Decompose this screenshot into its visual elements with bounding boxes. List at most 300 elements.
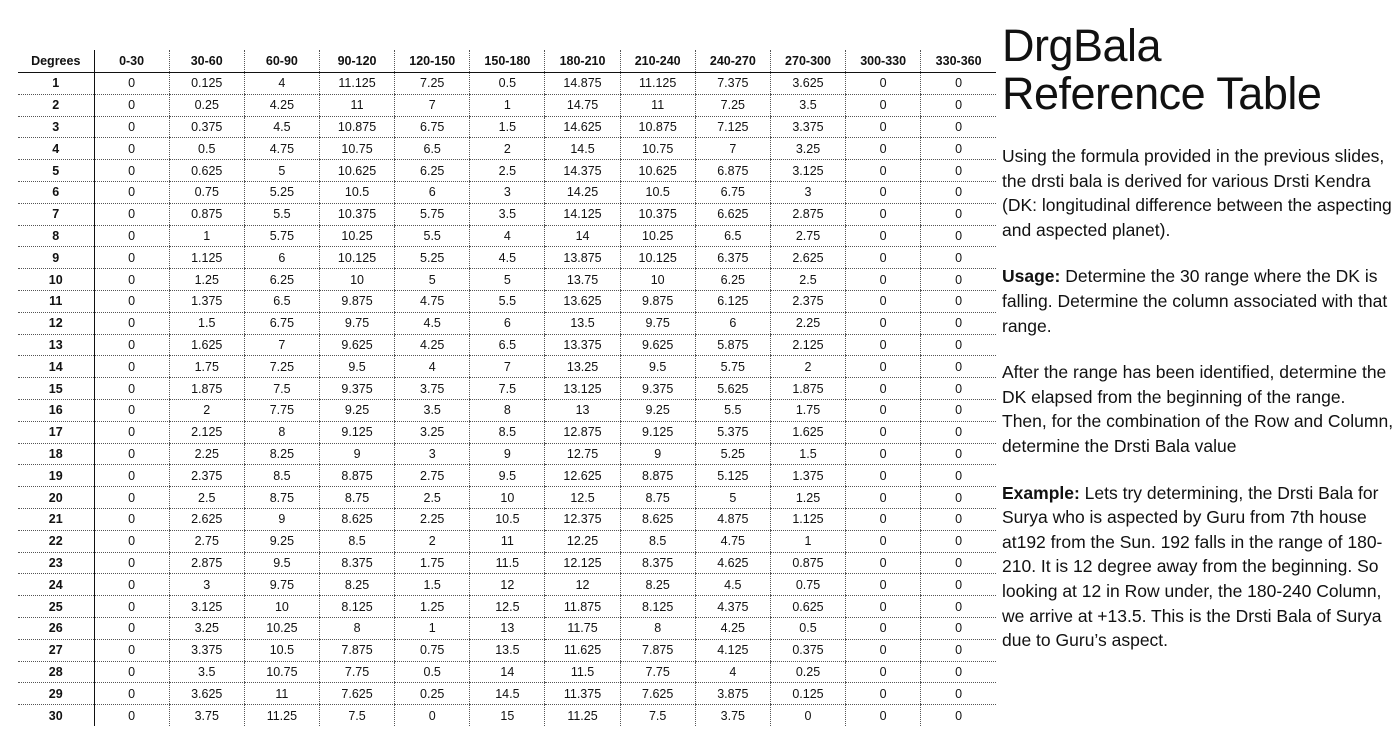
table-cell: 1 <box>395 617 470 639</box>
table-cell: 8.75 <box>319 487 394 509</box>
table-cell: 6.375 <box>695 247 770 269</box>
table-cell: 9 <box>620 443 695 465</box>
table-cell: 13 <box>545 399 620 421</box>
table-row <box>18 530 996 552</box>
table-cell: 5.625 <box>695 378 770 400</box>
table-cell: 6.875 <box>695 160 770 182</box>
table-cell: 0 <box>94 683 169 705</box>
table-cell: 0 <box>921 94 996 116</box>
table-cell: 1 <box>770 530 845 552</box>
table-cell: 1.375 <box>169 290 244 312</box>
table-cell: 2.125 <box>169 421 244 443</box>
table-cell: 0 <box>94 247 169 269</box>
table-cell: 0 <box>94 203 169 225</box>
table-cell: 13.625 <box>545 290 620 312</box>
table-cell: 5.75 <box>395 203 470 225</box>
table-cell: 2.25 <box>169 443 244 465</box>
table-cell: 5.25 <box>695 443 770 465</box>
table-cell: 3.5 <box>169 661 244 683</box>
table-cell: 11 <box>620 94 695 116</box>
table-cell: 9 <box>244 508 319 530</box>
table-cell: 1.75 <box>169 356 244 378</box>
table-cell: 10.25 <box>244 617 319 639</box>
table-cell: 0 <box>921 160 996 182</box>
row-degree-label: 7 <box>18 203 94 225</box>
table-cell: 0.5 <box>395 661 470 683</box>
column-header-range: 150-180 <box>470 50 545 73</box>
table-row <box>18 683 996 705</box>
table-cell: 10.125 <box>319 247 394 269</box>
table-cell: 13.5 <box>470 639 545 661</box>
table-cell: 0 <box>94 530 169 552</box>
usage-paragraph <box>1002 264 1394 338</box>
table-cell: 3 <box>169 574 244 596</box>
table-cell: 14.875 <box>545 73 620 95</box>
table-cell: 3 <box>770 181 845 203</box>
table-cell: 9.75 <box>319 312 394 334</box>
table-cell: 1.875 <box>770 378 845 400</box>
table-cell: 0 <box>846 508 921 530</box>
table-cell: 6.5 <box>244 290 319 312</box>
table-cell: 0 <box>846 116 921 138</box>
table-cell: 1.5 <box>169 312 244 334</box>
table-row <box>18 312 996 334</box>
row-degree-label: 16 <box>18 399 94 421</box>
table-cell: 0 <box>846 487 921 509</box>
table-row <box>18 116 996 138</box>
table-cell: 7.75 <box>319 661 394 683</box>
table-cell: 0 <box>94 312 169 334</box>
table-cell: 4 <box>244 73 319 95</box>
table-cell: 8.5 <box>319 530 394 552</box>
table-cell: 0 <box>921 552 996 574</box>
table-row <box>18 574 996 596</box>
table-cell: 0 <box>94 290 169 312</box>
row-degree-label: 19 <box>18 465 94 487</box>
table-cell: 15 <box>470 705 545 726</box>
table-cell: 0 <box>846 530 921 552</box>
row-degree-label: 12 <box>18 312 94 334</box>
table-cell: 1.25 <box>395 596 470 618</box>
table-cell: 12.875 <box>545 421 620 443</box>
table-cell: 4.5 <box>395 312 470 334</box>
row-degree-label: 27 <box>18 639 94 661</box>
table-cell: 4.75 <box>244 138 319 160</box>
table-cell: 0 <box>921 661 996 683</box>
table-cell: 5.25 <box>244 181 319 203</box>
table-row <box>18 73 996 95</box>
table-cell: 0 <box>94 552 169 574</box>
table-cell: 7.625 <box>319 683 394 705</box>
row-degree-label: 5 <box>18 160 94 182</box>
table-cell: 8.25 <box>620 574 695 596</box>
table-cell: 0 <box>921 487 996 509</box>
table-cell: 14.125 <box>545 203 620 225</box>
table-cell: 10.375 <box>620 203 695 225</box>
row-degree-label: 10 <box>18 269 94 291</box>
table-cell: 3.75 <box>695 705 770 726</box>
description-panel <box>1002 22 1394 653</box>
table-cell: 0.125 <box>770 683 845 705</box>
table-cell: 9.75 <box>244 574 319 596</box>
title-line-2: Reference Table <box>1002 68 1322 119</box>
table-cell: 11.5 <box>545 661 620 683</box>
table-cell: 5 <box>470 269 545 291</box>
table-cell: 0 <box>94 443 169 465</box>
table-cell: 0 <box>921 639 996 661</box>
table-cell: 7.75 <box>620 661 695 683</box>
table-cell: 0 <box>94 73 169 95</box>
table-cell: 5.5 <box>695 399 770 421</box>
table-cell: 0 <box>921 225 996 247</box>
table-cell: 13.25 <box>545 356 620 378</box>
table-cell: 9.25 <box>244 530 319 552</box>
table-row <box>18 290 996 312</box>
table-cell: 2.75 <box>770 225 845 247</box>
table-cell: 5 <box>695 487 770 509</box>
table-cell: 0 <box>770 705 845 726</box>
table-cell: 0 <box>846 552 921 574</box>
table-cell: 0 <box>846 334 921 356</box>
example-text: Lets try determining, the Drsti Bala for Surya who is aspected by Guru from 7th house at192 from the Sun. 192 falls in the range of 180-210. It is 12 degree away from the beginning. So looking at 12 in Row under, the 180-240 Column, we arrive at +13.5. This is the Drsti Bala of Surya due to Guru’s aspect. <box>1002 482 1383 651</box>
table-cell: 1.5 <box>470 116 545 138</box>
table-cell: 2.75 <box>169 530 244 552</box>
table-cell: 0 <box>846 290 921 312</box>
table-cell: 2.5 <box>470 160 545 182</box>
table-cell: 3.5 <box>395 399 470 421</box>
table-cell: 3.25 <box>770 138 845 160</box>
row-degree-label: 4 <box>18 138 94 160</box>
table-cell: 13.375 <box>545 334 620 356</box>
table-cell: 0 <box>921 138 996 160</box>
table-cell: 8 <box>470 399 545 421</box>
table-cell: 0.25 <box>395 683 470 705</box>
table-cell: 3.375 <box>169 639 244 661</box>
column-header-range: 60-90 <box>244 50 319 73</box>
table-cell: 1.125 <box>169 247 244 269</box>
table-cell: 0 <box>846 465 921 487</box>
table-cell: 9.5 <box>244 552 319 574</box>
table-row <box>18 138 996 160</box>
table-cell: 0 <box>921 269 996 291</box>
table-cell: 8.5 <box>620 530 695 552</box>
page-title <box>1002 22 1394 118</box>
table-cell: 6 <box>395 181 470 203</box>
drgbala-reference-table-container <box>18 50 996 726</box>
table-cell: 0 <box>846 639 921 661</box>
table-row <box>18 552 996 574</box>
table-row <box>18 421 996 443</box>
table-cell: 7.25 <box>395 73 470 95</box>
row-degree-label: 30 <box>18 705 94 726</box>
table-cell: 1.75 <box>395 552 470 574</box>
table-cell: 5.75 <box>695 356 770 378</box>
table-cell: 0 <box>921 574 996 596</box>
table-cell: 0.875 <box>169 203 244 225</box>
table-cell: 10.5 <box>620 181 695 203</box>
table-cell: 10 <box>620 269 695 291</box>
table-cell: 4.25 <box>395 334 470 356</box>
table-cell: 2.375 <box>169 465 244 487</box>
table-cell: 1 <box>169 225 244 247</box>
table-cell: 6 <box>470 312 545 334</box>
table-cell: 4 <box>470 225 545 247</box>
row-degree-label: 8 <box>18 225 94 247</box>
table-cell: 4.25 <box>695 617 770 639</box>
usage-label: Usage: <box>1002 266 1061 287</box>
table-cell: 0 <box>94 639 169 661</box>
table-cell: 11.125 <box>319 73 394 95</box>
table-cell: 0.75 <box>770 574 845 596</box>
table-cell: 4.5 <box>470 247 545 269</box>
table-cell: 0 <box>921 290 996 312</box>
table-header <box>18 50 996 73</box>
table-cell: 0 <box>846 160 921 182</box>
table-cell: 0 <box>921 508 996 530</box>
table-row <box>18 203 996 225</box>
table-cell: 1.5 <box>395 574 470 596</box>
table-cell: 2.375 <box>770 290 845 312</box>
table-cell: 6.5 <box>695 225 770 247</box>
table-cell: 3.875 <box>695 683 770 705</box>
table-cell: 7.125 <box>695 116 770 138</box>
table-cell: 0 <box>846 378 921 400</box>
table-cell: 1.75 <box>770 399 845 421</box>
table-cell: 0 <box>921 312 996 334</box>
table-cell: 5.875 <box>695 334 770 356</box>
table-cell: 4.75 <box>695 530 770 552</box>
table-cell: 0 <box>921 465 996 487</box>
example-label: Example: <box>1002 482 1080 503</box>
table-cell: 7.625 <box>620 683 695 705</box>
table-cell: 3.75 <box>169 705 244 726</box>
row-degree-label: 25 <box>18 596 94 618</box>
table-cell: 0 <box>94 94 169 116</box>
table-cell: 3 <box>470 181 545 203</box>
intro-paragraph: Using the formula provided in the previous slides, the drsti bala is derived for various Drsti Kendra (DK: longitudinal difference between the aspecting and aspected planet). <box>1002 146 1392 240</box>
table-cell: 0.25 <box>169 94 244 116</box>
table-row <box>18 508 996 530</box>
example-paragraph <box>1002 481 1394 653</box>
table-cell: 3.125 <box>770 160 845 182</box>
table-cell: 7.875 <box>620 639 695 661</box>
table-cell: 1 <box>470 94 545 116</box>
table-cell: 1.875 <box>169 378 244 400</box>
table-cell: 2.625 <box>169 508 244 530</box>
table-cell: 4.625 <box>695 552 770 574</box>
table-cell: 0 <box>921 421 996 443</box>
table-cell: 9.875 <box>319 290 394 312</box>
table-cell: 0 <box>94 421 169 443</box>
table-cell: 5.5 <box>244 203 319 225</box>
table-cell: 7 <box>244 334 319 356</box>
table-cell: 9.875 <box>620 290 695 312</box>
table-cell: 0.5 <box>470 73 545 95</box>
table-cell: 0 <box>846 574 921 596</box>
table-cell: 11.625 <box>545 639 620 661</box>
table-cell: 0 <box>846 705 921 726</box>
table-cell: 8.375 <box>319 552 394 574</box>
table-cell: 0 <box>94 508 169 530</box>
table-cell: 6.25 <box>395 160 470 182</box>
table-row <box>18 639 996 661</box>
row-degree-label: 14 <box>18 356 94 378</box>
column-header-range: 0-30 <box>94 50 169 73</box>
table-row <box>18 181 996 203</box>
table-cell: 6.75 <box>695 181 770 203</box>
table-cell: 3.25 <box>395 421 470 443</box>
table-cell: 0 <box>846 73 921 95</box>
table-cell: 0 <box>846 356 921 378</box>
table-cell: 3.625 <box>169 683 244 705</box>
table-cell: 0 <box>921 530 996 552</box>
table-cell: 0 <box>846 661 921 683</box>
table-cell: 0 <box>921 705 996 726</box>
table-cell: 0.75 <box>395 639 470 661</box>
table-cell: 0 <box>94 574 169 596</box>
table-cell: 0 <box>846 181 921 203</box>
table-cell: 6.125 <box>695 290 770 312</box>
table-cell: 1.375 <box>770 465 845 487</box>
table-cell: 3.25 <box>169 617 244 639</box>
table-cell: 2.125 <box>770 334 845 356</box>
column-header-range: 120-150 <box>395 50 470 73</box>
table-cell: 0.75 <box>169 181 244 203</box>
table-cell: 0 <box>921 334 996 356</box>
table-cell: 0 <box>846 94 921 116</box>
table-cell: 0 <box>921 399 996 421</box>
table-cell: 1.625 <box>770 421 845 443</box>
table-row <box>18 94 996 116</box>
table-cell: 0 <box>94 334 169 356</box>
table-cell: 9 <box>319 443 394 465</box>
table-cell: 10 <box>470 487 545 509</box>
table-cell: 11.125 <box>620 73 695 95</box>
table-cell: 7 <box>395 94 470 116</box>
table-cell: 3.125 <box>169 596 244 618</box>
column-header-range: 330-360 <box>921 50 996 73</box>
table-cell: 9.25 <box>620 399 695 421</box>
row-degree-label: 28 <box>18 661 94 683</box>
table-row <box>18 269 996 291</box>
table-cell: 10.5 <box>470 508 545 530</box>
table-cell: 2 <box>470 138 545 160</box>
table-cell: 9.375 <box>620 378 695 400</box>
table-cell: 9.625 <box>319 334 394 356</box>
table-cell: 10.25 <box>319 225 394 247</box>
table-cell: 2.875 <box>169 552 244 574</box>
table-cell: 2 <box>395 530 470 552</box>
table-cell: 0 <box>94 378 169 400</box>
table-cell: 0 <box>846 269 921 291</box>
table-cell: 13.125 <box>545 378 620 400</box>
table-cell: 0 <box>846 443 921 465</box>
table-cell: 7.25 <box>695 94 770 116</box>
row-degree-label: 20 <box>18 487 94 509</box>
row-degree-label: 26 <box>18 617 94 639</box>
table-cell: 9.125 <box>319 421 394 443</box>
table-cell: 10.25 <box>620 225 695 247</box>
table-cell: 7.75 <box>244 399 319 421</box>
table-cell: 7.5 <box>470 378 545 400</box>
table-cell: 8.75 <box>244 487 319 509</box>
table-cell: 4.5 <box>695 574 770 596</box>
table-cell: 2.5 <box>169 487 244 509</box>
table-cell: 0 <box>921 683 996 705</box>
table-cell: 0 <box>846 596 921 618</box>
table-cell: 0 <box>921 203 996 225</box>
table-row <box>18 334 996 356</box>
table-cell: 12.25 <box>545 530 620 552</box>
table-cell: 2.5 <box>770 269 845 291</box>
table-cell: 9.5 <box>620 356 695 378</box>
table-cell: 4.125 <box>695 639 770 661</box>
table-cell: 0 <box>94 487 169 509</box>
table-cell: 2.25 <box>395 508 470 530</box>
table-cell: 12.125 <box>545 552 620 574</box>
table-cell: 14.25 <box>545 181 620 203</box>
table-cell: 0 <box>846 399 921 421</box>
table-cell: 14.625 <box>545 116 620 138</box>
table-cell: 10 <box>244 596 319 618</box>
table-cell: 0.375 <box>770 639 845 661</box>
table-cell: 9.125 <box>620 421 695 443</box>
table-cell: 7.25 <box>244 356 319 378</box>
table-row <box>18 596 996 618</box>
table-cell: 0 <box>94 138 169 160</box>
table-cell: 8.25 <box>319 574 394 596</box>
table-cell: 1.5 <box>770 443 845 465</box>
table-cell: 0 <box>846 421 921 443</box>
table-cell: 2.75 <box>395 465 470 487</box>
table-cell: 5 <box>395 269 470 291</box>
table-cell: 0 <box>846 138 921 160</box>
table-cell: 13.875 <box>545 247 620 269</box>
table-cell: 7.5 <box>244 378 319 400</box>
table-cell: 12 <box>545 574 620 596</box>
row-degree-label: 1 <box>18 73 94 95</box>
table-cell: 12.375 <box>545 508 620 530</box>
table-cell: 10.75 <box>319 138 394 160</box>
table-cell: 3 <box>395 443 470 465</box>
table-cell: 0 <box>94 465 169 487</box>
table-cell: 11 <box>470 530 545 552</box>
table-cell: 9.25 <box>319 399 394 421</box>
table-cell: 14 <box>470 661 545 683</box>
row-degree-label: 2 <box>18 94 94 116</box>
row-degree-label: 17 <box>18 421 94 443</box>
table-cell: 0 <box>846 312 921 334</box>
table-cell: 5 <box>244 160 319 182</box>
table-cell: 6.25 <box>244 269 319 291</box>
table-cell: 8.875 <box>620 465 695 487</box>
table-cell: 10.5 <box>244 639 319 661</box>
table-cell: 1.25 <box>770 487 845 509</box>
table-row <box>18 487 996 509</box>
table-cell: 13.75 <box>545 269 620 291</box>
table-cell: 5.125 <box>695 465 770 487</box>
table-row <box>18 247 996 269</box>
table-cell: 8 <box>319 617 394 639</box>
table-cell: 0 <box>94 160 169 182</box>
table-cell: 4 <box>695 661 770 683</box>
title-line-1: DrgBala <box>1002 20 1162 71</box>
table-cell: 6.75 <box>244 312 319 334</box>
column-header-range: 240-270 <box>695 50 770 73</box>
table-cell: 0 <box>94 596 169 618</box>
table-cell: 11.25 <box>244 705 319 726</box>
table-cell: 6.5 <box>470 334 545 356</box>
